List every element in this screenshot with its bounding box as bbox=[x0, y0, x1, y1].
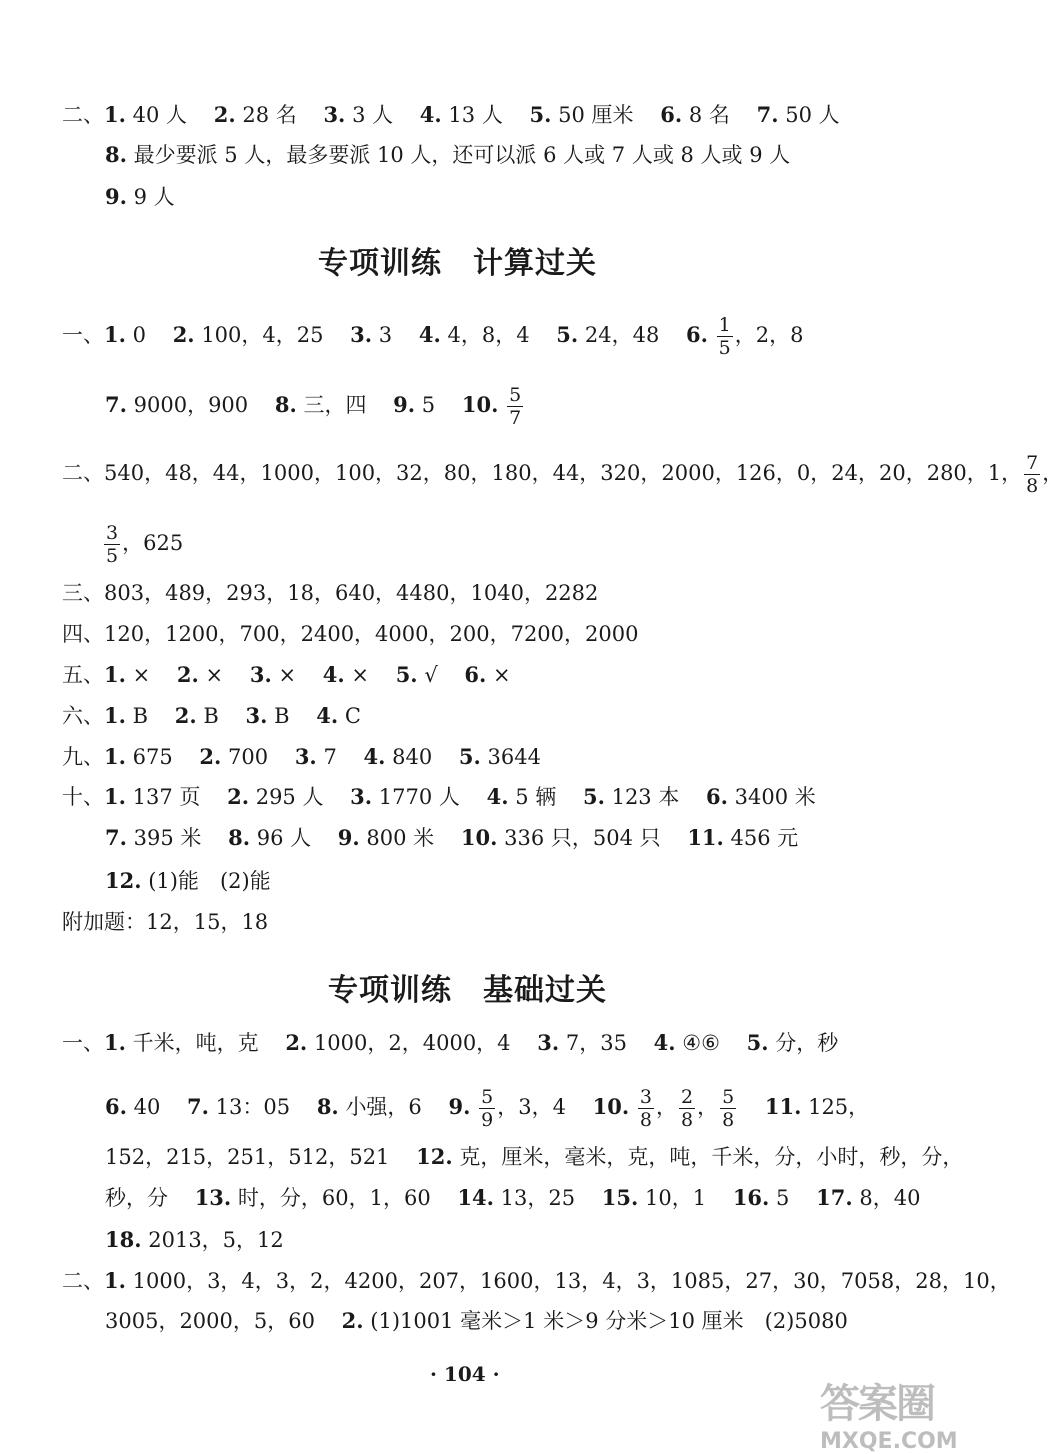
page-number: · 104 · bbox=[430, 1362, 500, 1386]
fraction: $\frac{5}{8}$ bbox=[722, 1086, 735, 1131]
answer-line: 附加题：12，15，18 bbox=[62, 910, 269, 934]
answer-line: 六、1. B 2. B 3. B 4. C bbox=[62, 703, 361, 728]
answer-line: 7. 9000，900 8. 三，四 9. 5 10. $\frac{5}{7}$ bbox=[105, 384, 522, 429]
answer-line: 152，215，251，512，521 12. 克，厘米，毫米，克，吨，千米，分，小时，秒，分， bbox=[105, 1144, 964, 1169]
fraction: $\frac{7}{8}$ bbox=[1026, 452, 1039, 497]
answer-line: 二、540，48，44，1000，100，32，80，180，44，320，2000，126，0，24，20，280，1， $\frac{7}{8}$ ， bbox=[62, 452, 1063, 497]
answer-line: 6. 40 7. 13：05 8. 小强，6 9. $\frac{5}{9}$ ，3，4 10. $\frac{3}{8}$ ， $\frac{2}{8}$ ， $\frac{5}{8}$ 11. 125， bbox=[105, 1086, 870, 1131]
watermark bbox=[820, 1372, 990, 1454]
watermark-logo: 答案圈 bbox=[820, 1381, 934, 1427]
answer-line: 十、1. 137 页 2. 295 人 3. 1770 人 4. 5 辆 5. 123 本 6. 3400 米 bbox=[62, 784, 816, 809]
answer-line: 18. 2013，5，12 bbox=[105, 1227, 284, 1252]
answer-line: 二、1. 40 人 2. 28 名 3. 3 人 4. 13 人 5. 50 厘米 6. 8 名 7. 50 人 bbox=[62, 102, 840, 127]
answer-line: 3005，2000，5，60 2. (1)1001 毫米＞1 米＞9 分米＞10 厘米 (2)5080 bbox=[105, 1308, 848, 1333]
section-label: 二、 bbox=[62, 103, 104, 127]
answer-line: 7. 395 米 8. 96 人 9. 800 米 10. 336 只，504 只 11. 456 元 bbox=[105, 825, 799, 850]
fraction: $\frac{5}{7}$ bbox=[509, 384, 522, 429]
section-heading: 专项训练 基础过关 bbox=[328, 973, 607, 1008]
answer-line: 8. 最少要派 5 人，最多要派 10 人，还可以派 6 人或 7 人或 8 人或 9 人 bbox=[105, 142, 791, 167]
watermark-url: MXQE.COM bbox=[820, 1429, 958, 1454]
fraction: $\frac{3}{5}$ bbox=[106, 522, 119, 567]
answer-line: 五、1. × 2. × 3. × 4. × 5. √ 6. × bbox=[62, 662, 511, 687]
answer-line: 三、803，489，293，18，640，4480，1040，2282 bbox=[62, 581, 599, 605]
answer-line: 一、1. 0 2. 100，4，25 3. 3 4. 4，8，4 5. 24，48 6. $\frac{1}{5}$ ，2，8 bbox=[62, 314, 804, 359]
answer-line: 9. 9 人 bbox=[105, 184, 175, 209]
fraction: $\frac{1}{5}$ bbox=[718, 314, 731, 359]
answer-line: $\frac{3}{5}$ ，625 bbox=[106, 522, 184, 567]
answer-line: 一、1. 千米，吨，克 2. 1000，2，4000，4 3. 7，35 4. ④⑥ 5. 分，秒 bbox=[62, 1030, 839, 1055]
fraction: $\frac{5}{9}$ bbox=[481, 1086, 494, 1131]
answer-line: 12. (1)能 (2)能 bbox=[105, 868, 271, 893]
answer-line: 秒，分 13. 时，分，60，1，60 14. 13，25 15. 10，1 16. 5 17. 8，40 bbox=[105, 1185, 921, 1210]
answer-line: 二、1. 1000，3，4，3，2，4200，207，1600，13，4，3，1085，27，30，7058，28，10， bbox=[62, 1268, 1011, 1293]
answer-line: 九、1. 675 2. 700 3. 7 4. 840 5. 3644 bbox=[62, 744, 541, 769]
answer-line: 四、120，1200，700，2400，4000，200，7200，2000 bbox=[62, 622, 639, 646]
section-heading: 专项训练 计算过关 bbox=[318, 246, 597, 281]
fraction: $\frac{2}{8}$ bbox=[680, 1086, 694, 1131]
fraction: $\frac{3}{8}$ bbox=[639, 1086, 652, 1131]
